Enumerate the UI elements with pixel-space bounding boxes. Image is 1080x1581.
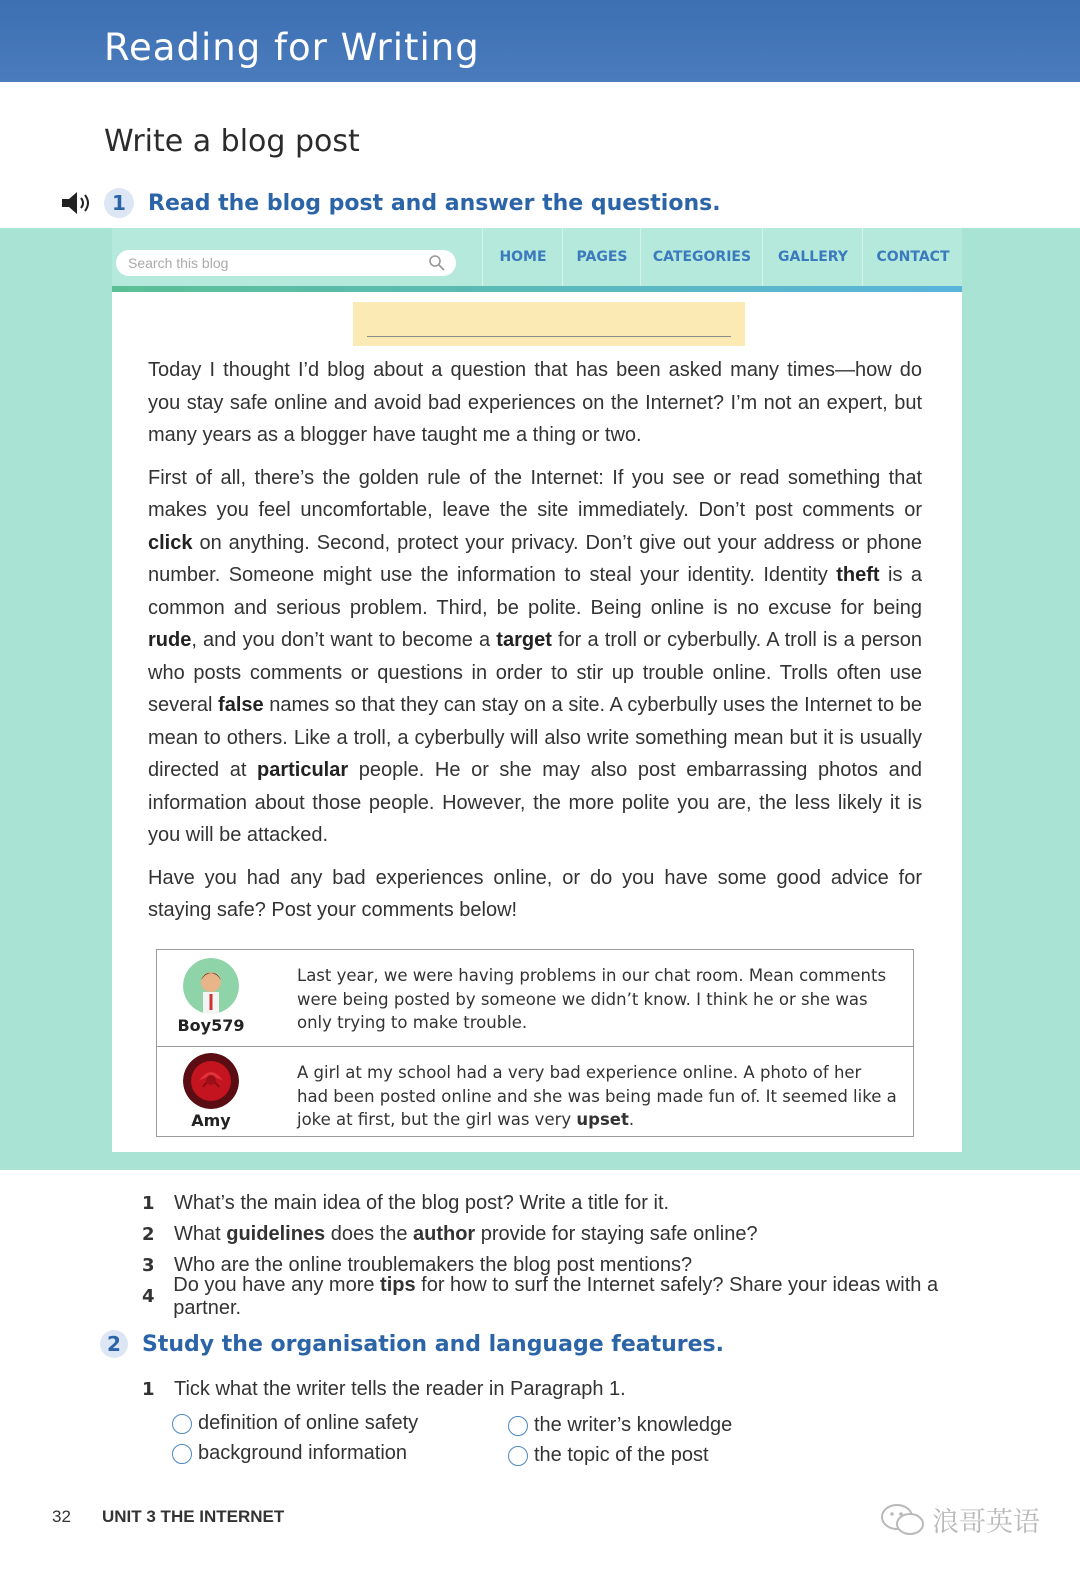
blog-nav-bar (112, 228, 962, 286)
nav-gallery[interactable]: GALLERY (762, 228, 863, 286)
blog-paragraph-3: Have you had any bad experiences online, or do you have some good advice for staying safe? Post your comments below! (148, 866, 922, 921)
question-item (142, 1273, 992, 1319)
question-item (142, 1219, 992, 1250)
radio-circle-icon[interactable] (172, 1444, 192, 1464)
questions-list (142, 1188, 992, 1319)
blog-search-box[interactable] (116, 250, 456, 276)
section-title: Write a blog post (104, 124, 360, 159)
comment (157, 950, 913, 1047)
option-label: definition of online safety (198, 1412, 419, 1434)
radio-circle-icon[interactable] (172, 1414, 192, 1434)
comment-text: A girl at my school had a very bad experience online. A photo of her had been posted online and she was being made fun of. It seemed like a joke at first, but the girl was very upset. (297, 1063, 897, 1129)
question-number: 3 (142, 1255, 155, 1276)
task-2-instruction (100, 1330, 724, 1358)
header-band (0, 0, 1080, 82)
question-text: Do you have any more tips for how to surf the Internet safely? Share your ideas with a partner. (173, 1273, 939, 1319)
nav-categories[interactable]: CATEGORIES (640, 228, 763, 286)
option-topic[interactable] (508, 1444, 709, 1467)
blog-paragraph-2: First of all, there’s the golden rule of the Internet: If you see or read something that makes you feel uncomfortable, leave the site immediately. Don’t post comments or click on anything. Second, protect your privacy. Don’t give out your address or phone number. Someone might use the information to steal your identity. Identity theft is a common and serious problem. Third, be polite. Being online is no excuse for being rude, and you don’t want to become a target for a troll or cyberbully. A troll is a person who posts comments or questions in order to stir up trouble online. Trolls often use several false names so that they can stay on a site. A cyberbully uses the Internet to be mean to others. Like a troll, a cyberbully will also write something mean but it is usually directed at particular people. He or she may also post embarrassing photos and information about those people. However, the more polite you are, the less likely it is you will be attacked. (148, 466, 923, 846)
option-background[interactable] (172, 1442, 407, 1465)
nav-contact[interactable]: CONTACT (862, 228, 963, 286)
comment (157, 1047, 913, 1136)
watermark-text: 浪哥英语 (932, 1507, 1040, 1538)
page-number: 32 (52, 1507, 71, 1526)
task-1-instruction (60, 186, 721, 220)
task-text: Read the blog post and answer the questions. (148, 190, 721, 216)
task-number: 1 (104, 188, 134, 218)
username: Amy (191, 1111, 231, 1130)
option-label: the writer’s knowledge (534, 1414, 733, 1436)
radio-circle-icon[interactable] (508, 1416, 528, 1436)
watermark (880, 1500, 1040, 1539)
question-item (142, 1188, 992, 1219)
question-text: Who are the online troublemakers the blog post mentions? (174, 1254, 693, 1276)
wechat-icon (880, 1503, 926, 1537)
nav-pages[interactable]: PAGES (562, 228, 641, 286)
question-number: 2 (142, 1224, 155, 1245)
question-number: 4 (142, 1286, 155, 1307)
option-label: background information (198, 1442, 408, 1464)
blog-text (148, 354, 922, 937)
task-text: Study the organisation and language features. (142, 1331, 725, 1357)
comments-box (156, 949, 914, 1137)
title-answer-blank (353, 302, 745, 346)
unit-label: UNIT 3 THE INTERNET (102, 1507, 285, 1526)
rose-avatar-icon (183, 1053, 239, 1109)
radio-circle-icon[interactable] (508, 1446, 528, 1466)
task-2-subquestion (142, 1378, 626, 1401)
nav-home[interactable]: HOME (482, 228, 563, 286)
comment-text: Last year, we were having problems in our chat room. Mean comments were being posted by someone we didn’t know. I think he or she was only trying to make trouble. (297, 966, 887, 1032)
search-input[interactable] (126, 254, 410, 272)
subquestion-number: 1 (142, 1379, 155, 1400)
page-header-title: Reading for Writing (104, 26, 480, 69)
username: Boy579 (177, 1016, 245, 1035)
task-number: 2 (100, 1330, 128, 1358)
boy-avatar-icon (183, 958, 239, 1014)
subquestion-text: Tick what the writer tells the reader in Paragraph 1. (174, 1378, 626, 1400)
option-label: the topic of the post (534, 1444, 709, 1466)
question-text: What guidelines does the author provide for staying safe online? (174, 1223, 758, 1245)
blog-paragraph-1: Today I thought I’d blog about a question that has been asked many times—how do you stay safe online and avoid bad experiences on the Internet? I’m not an expert, but many years as a blogger have taught me a thing or two. (148, 359, 922, 446)
option-definition[interactable] (172, 1412, 418, 1435)
blog-post (112, 292, 962, 1152)
audio-speaker-icon[interactable] (60, 189, 96, 217)
option-knowledge[interactable] (508, 1414, 732, 1437)
question-number: 1 (142, 1193, 155, 1214)
search-icon[interactable] (428, 254, 446, 272)
question-text: What’s the main idea of the blog post? Write a title for it. (174, 1192, 670, 1214)
